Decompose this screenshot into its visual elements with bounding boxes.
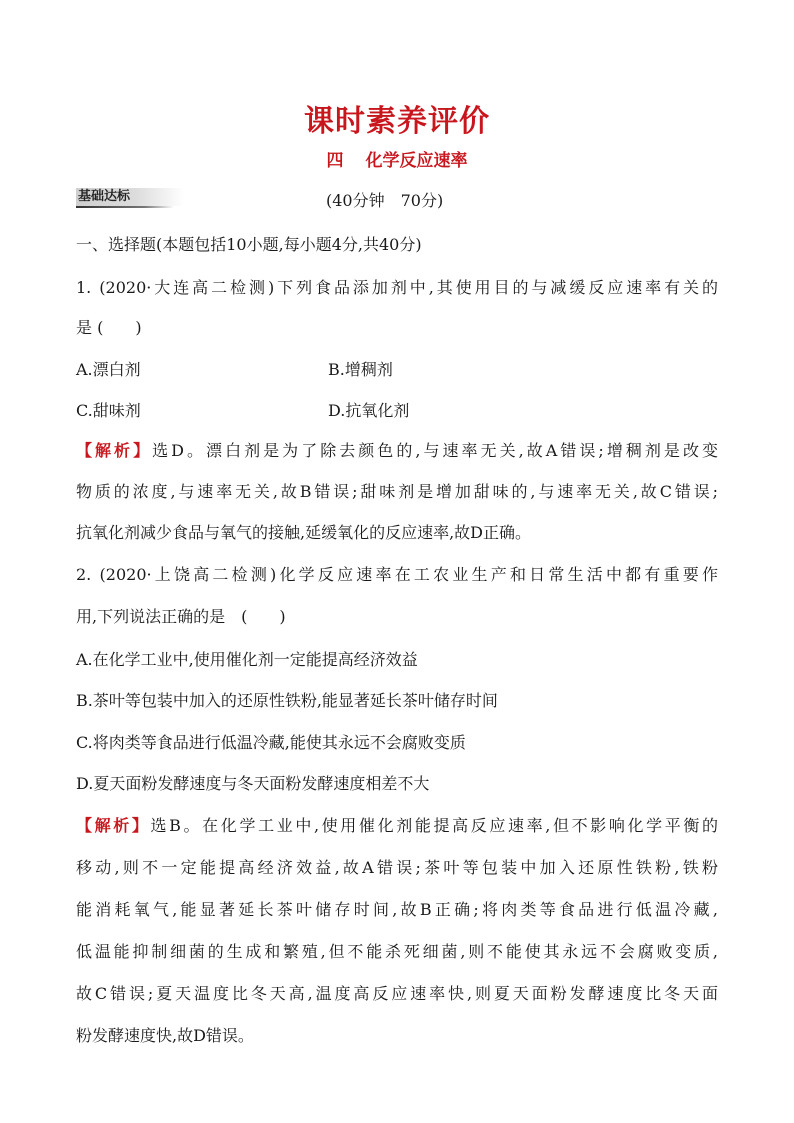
time-info: (40分钟 70分)	[326, 191, 444, 210]
question-2-stem-line-2: 用,下列说法正确的是 ( )	[76, 607, 286, 626]
analysis-label: 【解析】	[76, 816, 151, 835]
question-2-option-c: C.将肉类等食品进行低温冷藏,能使其永远不会腐败变质	[76, 733, 466, 752]
lesson-subtitle	[0, 146, 794, 171]
question-2-option-a: A.在化学工业中,使用催化剂一定能提高经济效益	[76, 650, 418, 669]
page-title: 课时素养评价	[304, 104, 490, 139]
question-2-analysis-line-3: 能消耗氧气,能显著延长茶叶储存时间,故B正确;将肉类等食品进行低温冷藏,	[76, 900, 718, 919]
lesson-number: 四	[326, 151, 344, 171]
section-badge	[76, 188, 186, 210]
question-1-option-b: B.增稠剂	[328, 360, 393, 379]
part-heading: 一、选择题(本题包括10小题,每小题4分,共40分)	[76, 235, 422, 254]
question-2-option-d: D.夏天面粉发酵速度与冬天面粉发酵速度相差不大	[76, 774, 430, 793]
analysis-label: 【解析】	[76, 441, 153, 460]
question-2-analysis-line-2: 移动,则不一定能提高经济效益,故A错误;茶叶等包装中加入还原性铁粉,铁粉	[76, 858, 718, 877]
section-badge-label: 基础达标	[76, 188, 184, 206]
question-1-stem-line-1: 1. (2020·大连高二检测)下列食品添加剂中,其使用目的与减缓反应速率有关的	[76, 278, 718, 297]
question-2-analysis-line-6: 粉发酵速度快,故D错误。	[76, 1026, 254, 1045]
question-2-analysis-line-1: 【解析】选B。在化学工业中,使用催化剂能提高反应速率,但不影响化学平衡的	[76, 816, 718, 835]
question-1-option-d: D.抗氧化剂	[328, 401, 410, 420]
question-2-option-b: B.茶叶等包装中加入的还原性铁粉,能显著延长茶叶储存时间	[76, 691, 498, 710]
question-2-analysis-line-4: 低温能抑制细菌的生成和繁殖,但不能杀死细菌,则不能使其永远不会腐败变质,	[76, 942, 718, 961]
question-1-option-c: C.甜味剂	[76, 401, 141, 420]
section-badge-underline	[76, 206, 174, 208]
question-1-option-a: A.漂白剂	[76, 360, 141, 379]
question-1-stem-line-2: 是 ( )	[76, 318, 142, 337]
question-1-analysis-line-3: 抗氧化剂减少食品与氧气的接触,延缓氧化的反应速率,故D正确。	[76, 523, 532, 542]
question-1-analysis-line-2: 物质的浓度,与速率无关,故B错误;甜味剂是增加甜味的,与速率无关,故C错误;	[76, 482, 718, 501]
question-1-analysis-line-1: 【解析】选D。漂白剂是为了除去颜色的,与速率无关,故A错误;增稠剂是改变	[76, 441, 718, 460]
lesson-title: 化学反应速率	[365, 151, 468, 171]
question-2-stem-line-1: 2. (2020·上饶高二检测)化学反应速率在工农业生产和日常生活中都有重要作	[76, 565, 718, 584]
question-2-analysis-line-5: 故C错误;夏天温度比冬天高,温度高反应速率快,则夏天面粉发酵速度比冬天面	[76, 984, 718, 1003]
